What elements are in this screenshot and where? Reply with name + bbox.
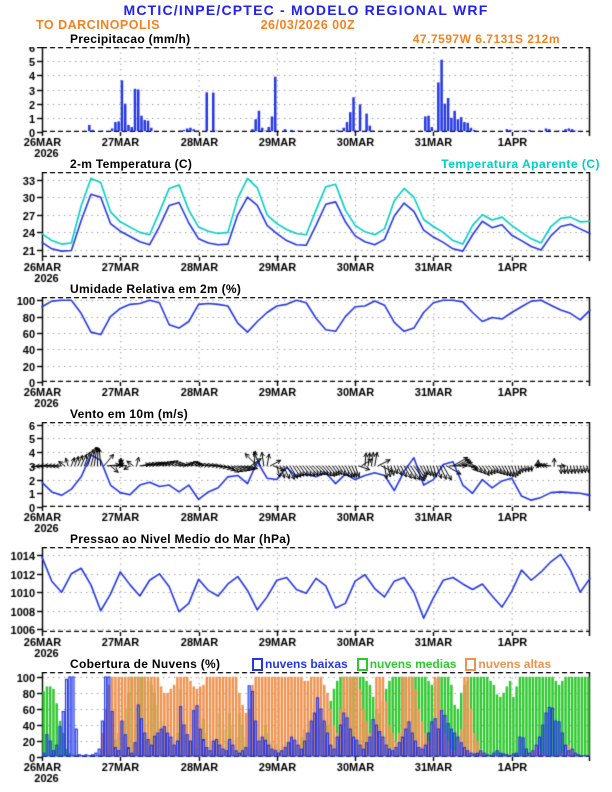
run-datetime: 26/03/2026 00Z <box>260 18 356 32</box>
high-clouds-label: nuvens altas <box>478 657 552 671</box>
legend-item-low-clouds <box>252 658 348 671</box>
panel-pressure <box>0 533 612 658</box>
panel-humidity <box>0 283 612 408</box>
mid-clouds-label: nuvens medias <box>369 657 457 671</box>
station-coordinates: 47.7597W 6.7131S 212m <box>412 32 560 46</box>
legend-item-mid-clouds <box>357 658 457 671</box>
precipitation-title: Precipitacao (mm/h) <box>70 32 191 46</box>
humidity-title: Umidade Relativa em 2m (%) <box>70 282 242 296</box>
low-clouds-label: nuvens baixas <box>265 657 348 671</box>
humidity-chart <box>0 297 592 408</box>
station-name: TO DARCINOPOLIS <box>36 18 160 32</box>
panel-wind <box>0 408 612 533</box>
cloud-cover-title: Cobertura de Nuvens (%) <box>70 657 221 671</box>
cloud-legend <box>252 658 610 671</box>
temperature-title: 2-m Temperatura (C) <box>70 157 193 171</box>
panel-precipitation <box>0 33 612 158</box>
pressure-chart <box>0 547 592 658</box>
pressure-title: Pressao ao Nivel Medio do Mar (hPa) <box>70 532 291 546</box>
wind-title: Vento em 10m (m/s) <box>70 407 189 421</box>
legend-item-high-clouds <box>465 658 551 671</box>
page-title: MCTIC/INPE/CPTEC - MODELO REGIONAL WRF <box>123 2 489 18</box>
wind-chart <box>0 422 592 533</box>
high-clouds-swatch-icon <box>465 658 476 671</box>
temperature-chart <box>0 172 592 283</box>
apparent-temperature-label: Temperatura Aparente (C) <box>441 157 600 171</box>
mid-clouds-swatch-icon <box>357 658 368 671</box>
panel-cloud-cover <box>0 658 612 783</box>
header-subtitle-row <box>0 18 612 33</box>
precipitation-chart <box>0 47 592 158</box>
cloud-cover-chart <box>0 672 592 783</box>
panel-temperature <box>0 158 612 283</box>
low-clouds-swatch-icon <box>252 658 263 671</box>
